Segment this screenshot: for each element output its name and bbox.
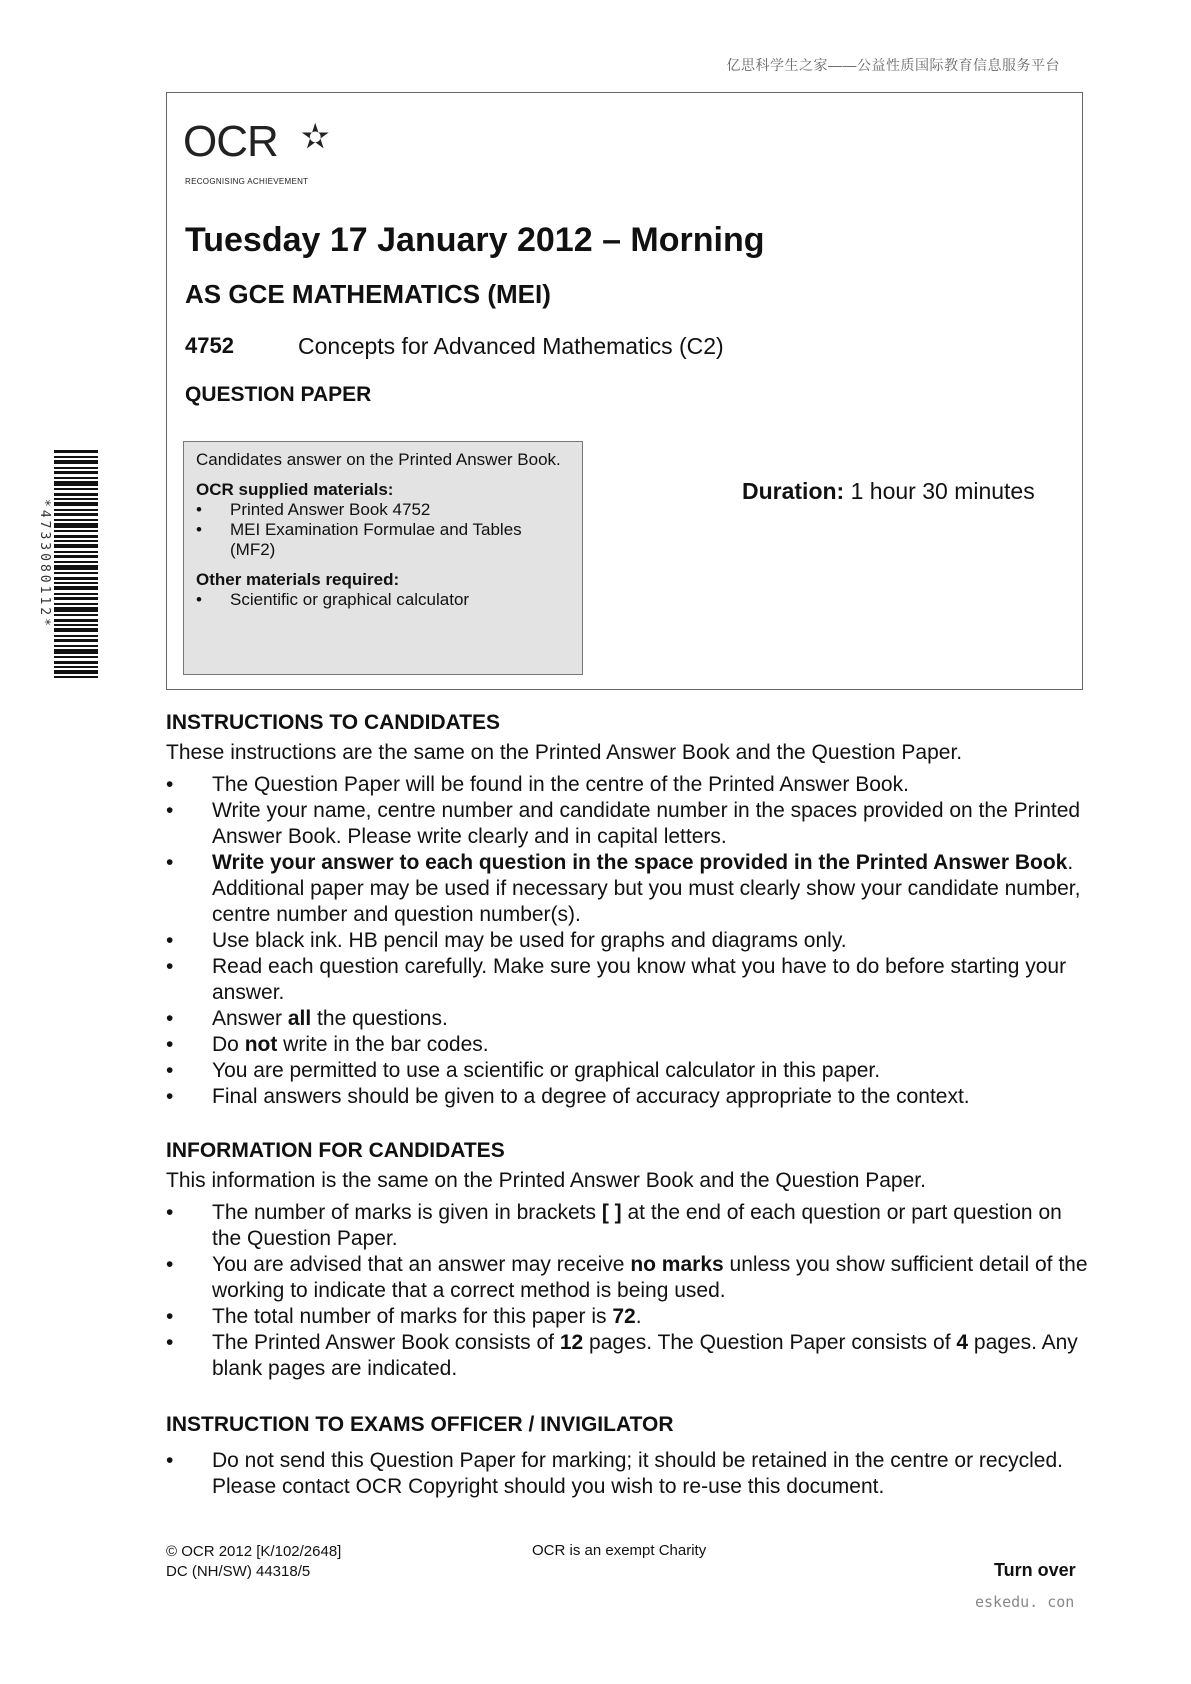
supplied-list bbox=[196, 500, 570, 560]
list-item: • The Question Paper will be found in the centre of the Printed Answer Book. bbox=[166, 773, 909, 796]
paper-type: QUESTION PAPER bbox=[185, 383, 372, 406]
list-item: • Do not send this Question Paper for marking; it should be retained in the centre or recycled. Please contact OCR Copyright should you wish to re-use this document. bbox=[166, 1449, 1063, 1498]
list-item: • The number of marks is given in brackets [ ] at the end of each question or part question on the Question Paper. bbox=[166, 1201, 1062, 1250]
list-item: • You are permitted to use a scientific or graphical calculator in this paper. bbox=[166, 1059, 881, 1082]
watermark: eskedu. con bbox=[975, 1593, 1075, 1611]
logo-tagline: RECOGNISING ACHIEVEMENT bbox=[185, 177, 309, 186]
other-heading: Other materials required: bbox=[196, 570, 400, 589]
barcode-icon bbox=[54, 450, 98, 678]
subject-title: AS GCE MATHEMATICS (MEI) bbox=[185, 279, 551, 309]
list-item: • Do not write in the bar codes. bbox=[166, 1033, 489, 1056]
instructions-title: INSTRUCTIONS TO CANDIDATES bbox=[166, 711, 501, 734]
officer-list bbox=[166, 1448, 1096, 1500]
star-icon: ✫ bbox=[301, 118, 330, 156]
exam-date: Tuesday 17 January 2012 – Morning bbox=[185, 221, 765, 259]
charity-note: OCR is an exempt Charity bbox=[532, 1542, 707, 1559]
paper-code: 4752 bbox=[185, 333, 234, 358]
information-section bbox=[166, 1138, 1096, 1382]
barcode-digits: *4733080112* bbox=[37, 499, 52, 629]
instructions-list bbox=[166, 772, 1096, 1110]
supplied-heading: OCR supplied materials: bbox=[196, 480, 394, 499]
materials-box bbox=[183, 441, 583, 675]
duration-label: Duration: bbox=[742, 478, 845, 504]
list-item: • Use black ink. HB pencil may be used for graphs and diagrams only. bbox=[166, 929, 847, 952]
duration bbox=[742, 478, 1035, 505]
information-title: INFORMATION FOR CANDIDATES bbox=[166, 1139, 505, 1162]
instructions-intro: These instructions are the same on the Printed Answer Book and the Question Paper. bbox=[166, 741, 963, 764]
other-list bbox=[196, 590, 570, 610]
officer-section bbox=[166, 1412, 1096, 1500]
list-item: • Scientific or graphical calculator bbox=[196, 590, 470, 609]
list-item: • Read each question carefully. Make sure you know what you have to do before starting your answer. bbox=[166, 955, 1067, 1004]
information-list bbox=[166, 1200, 1096, 1382]
list-item: • Write your name, centre number and candidate number in the spaces provided on the Printed Answer Book. Please write clearly and in capital letters. bbox=[166, 799, 1081, 848]
list-item: • Final answers should be given to a degree of accuracy appropriate to the context. bbox=[166, 1085, 970, 1108]
list-item: • You are advised that an answer may receive no marks unless you show sufficient detail of the working to indicate that a correct method is being used. bbox=[166, 1253, 1088, 1302]
officer-title: INSTRUCTION TO EXAMS OFFICER / INVIGILATOR bbox=[166, 1413, 674, 1436]
footer-left bbox=[166, 1542, 341, 1582]
instructions-section bbox=[166, 710, 1096, 1110]
header-note: 亿思科学生之家——公益性质国际教育信息服务平台 bbox=[726, 57, 1060, 73]
list-item: • Answer all the questions. bbox=[166, 1007, 448, 1030]
list-item: • Write your answer to each question in the space provided in the Printed Answer Book. Additional paper may be used if necessary but you must clearly show your candidate number, centre number and question number(s). bbox=[166, 851, 1081, 926]
turn-over: Turn over bbox=[994, 1560, 1076, 1580]
paper-title: Concepts for Advanced Mathematics (C2) bbox=[298, 333, 724, 359]
list-item: • Printed Answer Book 4752 bbox=[196, 500, 431, 519]
ocr-logo bbox=[183, 117, 343, 187]
logo-text: OCR bbox=[183, 117, 278, 166]
list-item: • The total number of marks for this paper is 72. bbox=[166, 1305, 642, 1328]
document-ref: DC (NH/SW) 44318/5 bbox=[166, 1563, 311, 1580]
list-item: • The Printed Answer Book consists of 12 pages. The Question Paper consists of 4 pages. Any blank pages are indicated. bbox=[166, 1331, 1078, 1380]
materials-intro: Candidates answer on the Printed Answer Book. bbox=[196, 450, 561, 469]
list-item: • MEI Examination Formulae and Tables (MF2) bbox=[196, 520, 522, 559]
information-intro: This information is the same on the Printed Answer Book and the Question Paper. bbox=[166, 1169, 926, 1192]
cover-box bbox=[166, 92, 1083, 690]
copyright: © OCR 2012 [K/102/2648] bbox=[166, 1543, 342, 1560]
duration-value: 1 hour 30 minutes bbox=[850, 478, 1035, 504]
